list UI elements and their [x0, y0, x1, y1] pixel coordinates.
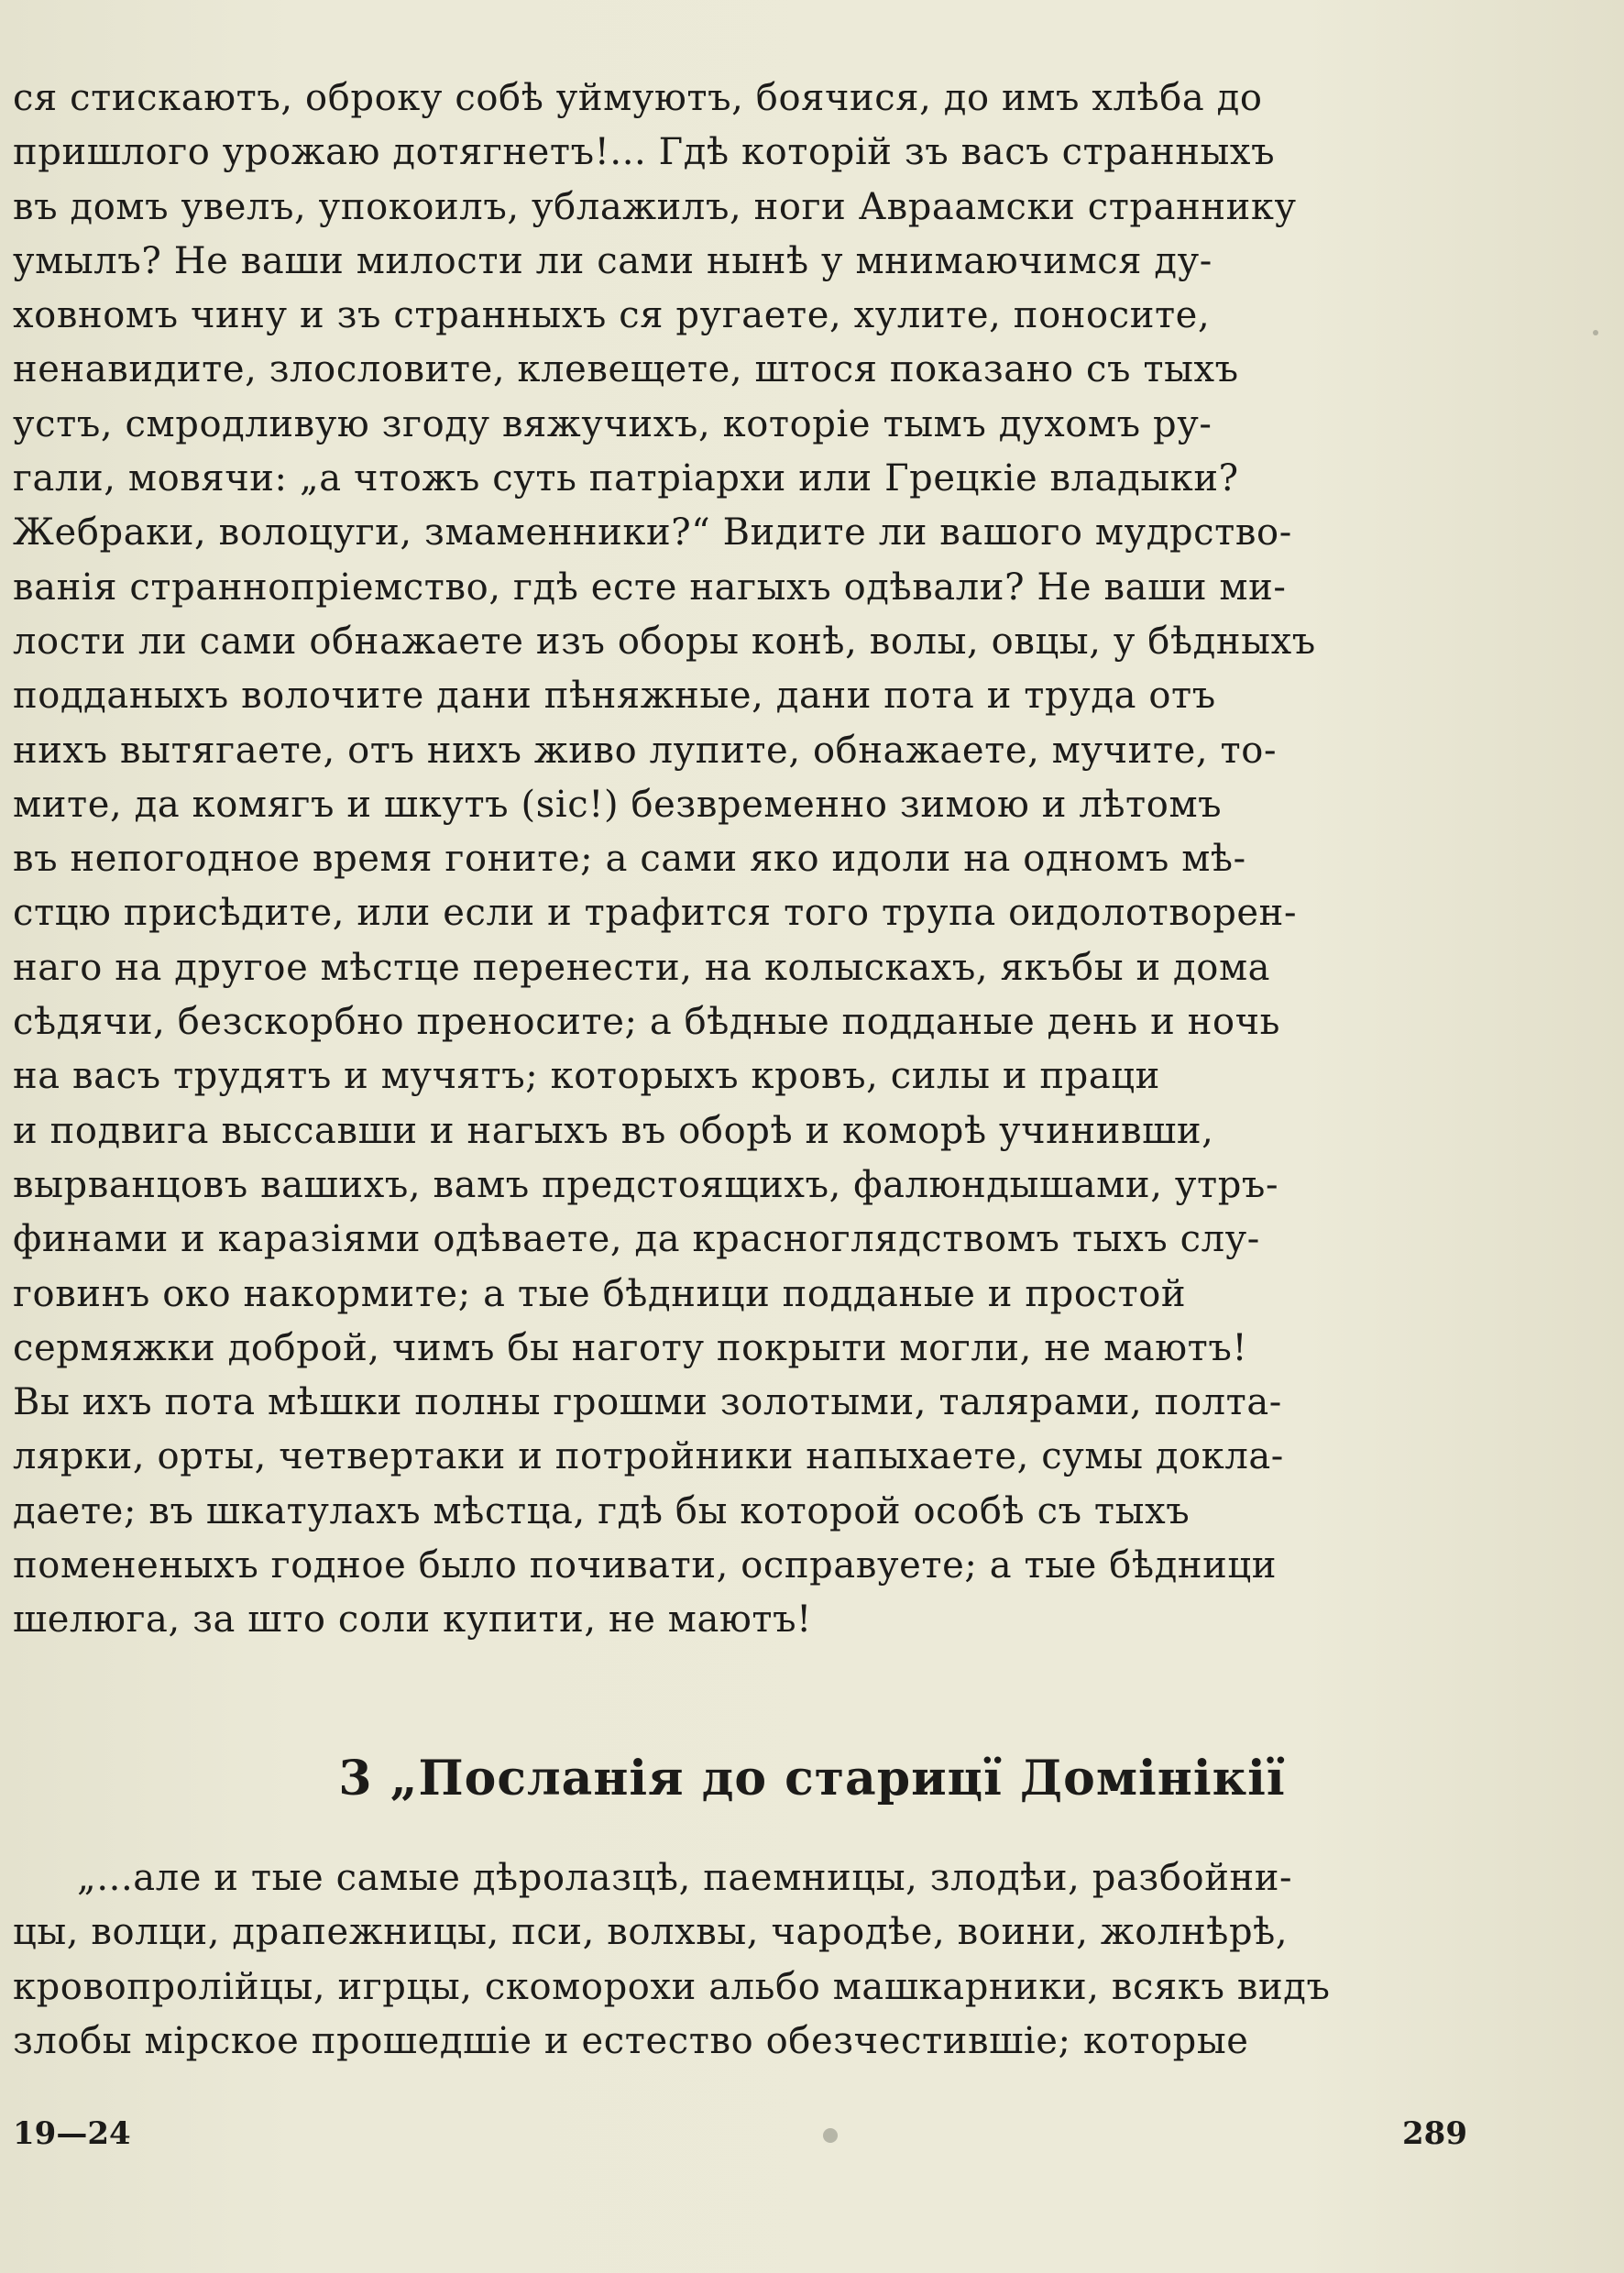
- text-line: вырванцовъ вашихъ, вамъ предстоящихъ, фалюндышами, утръ-: [13, 1163, 1279, 1206]
- text-line: ненавидите, злословите, клевещете, штося показано съ тыхъ: [13, 348, 1239, 391]
- text-line: злобы мірское прошедшіе и естество обезчестившіе; которые: [13, 2019, 1249, 2062]
- text-line: шелюга, за што соли купити, не маютъ!: [13, 1598, 812, 1642]
- text-line: въ домъ увелъ, упокоилъ, ублажилъ, ноги Авраамски страннику: [13, 185, 1297, 228]
- text-line: лярки, орты, четвертаки и потройники напыхаете, сумы докла-: [13, 1435, 1284, 1478]
- text-line: въ непогодное время гоните; а сами яко идоли на одномъ мѣ-: [13, 838, 1246, 881]
- text-line: и подвига выссавши и нагыхъ въ оборѣ и коморѣ учинивши,: [13, 1109, 1214, 1152]
- text-line: умылъ? Не ваши милости ли сами нынѣ у мнимаючимся ду-: [13, 239, 1213, 282]
- text-line: подданыхъ волочите дани пѣняжные, дани пота и труда отъ: [13, 675, 1216, 718]
- text-line: цы, волци, драпежницы, пси, волхвы, чародѣе, воини, жолнѣрѣ,: [13, 1911, 1289, 1954]
- text-line: нихъ вытягаете, отъ нихъ живо лупите, обнажаете, мучите, то-: [13, 729, 1278, 772]
- text-line: пришлого урожаю дотягнетъ!... Гдѣ которій зъ васъ странныхъ: [13, 131, 1276, 174]
- text-line: сермяжки доброй, чимъ бы наготу покрыти могли, не маютъ!: [13, 1326, 1248, 1369]
- paper-speck: [1593, 330, 1598, 335]
- footer-signature: 19—24: [13, 2115, 131, 2152]
- body-paragraph-2: [13, 1851, 1455, 2069]
- text-line: ховномъ чину и зъ странныхъ ся ругаете, хулите, поносите,: [13, 294, 1211, 337]
- text-line: „...але и тые самые дѣролазцѣ, паемницы, злодѣи, разбойни-: [77, 1857, 1293, 1899]
- text-line: финами и каразіями одѣваете, да красноглядствомъ тыхъ слу-: [13, 1218, 1260, 1261]
- text-line: лости ли сами обнажаете изъ оборы конѣ, волы, овцы, у бѣдныхъ: [13, 620, 1316, 663]
- text-line: устъ, смродливую згоду вяжучихъ, которіе тымъ духомъ ру-: [13, 402, 1213, 445]
- text-line: ванія страннопріемство, гдѣ есте нагыхъ одѣвали? Не ваши ми-: [13, 566, 1287, 609]
- text-line: помененыхъ годное было почивати, осправуете; а тые бѣдници: [13, 1544, 1277, 1587]
- text-line: гали, мовячи: „а чтожъ суть патріархи или Грецкіе владыки?: [13, 457, 1239, 500]
- paper-speck: [823, 2128, 838, 2143]
- text-line: даете; въ шкатулахъ мѣстца, гдѣ бы которой особѣ съ тыхъ: [13, 1489, 1191, 1532]
- text-line: наго на другое мѣстце перенести, на колыскахъ, якъбы и дома: [13, 946, 1271, 989]
- text-line: Вы ихъ пота мѣшки полны грошми золотыми, талярами, полта-: [13, 1381, 1282, 1424]
- text-line: Жебраки, волоцуги, змаменники?“ Видите ли вашого мудрство-: [13, 511, 1292, 555]
- text-line: на васъ трудятъ и мучятъ; которыхъ кровъ, силы и праци: [13, 1055, 1160, 1098]
- text-line: ся стискаютъ, оброку собѣ уймуютъ, боячися, до имъ хлѣба до: [13, 77, 1263, 119]
- page-number: 289: [1402, 2115, 1467, 2152]
- text-line: мите, да комягъ и шкутъ (sic!) безвременно зимою и лѣтомъ: [13, 783, 1223, 826]
- section-heading: 3 „Посланія до старицї Домінікії: [338, 1751, 1286, 1806]
- text-line: стцю присѣдите, или если и трафится того трупа оидолотворен-: [13, 892, 1298, 935]
- text-line: кровопролійцы, игрцы, скоморохи альбо машкарники, всякъ видъ: [13, 1965, 1331, 2008]
- body-paragraph-1: [13, 71, 1455, 1648]
- text-line: говинъ око накормите; а тые бѣдници подданые и простой: [13, 1272, 1187, 1315]
- text-line: сѣдячи, безскорбно преносите; а бѣдные подданые день и ночь: [13, 1001, 1281, 1044]
